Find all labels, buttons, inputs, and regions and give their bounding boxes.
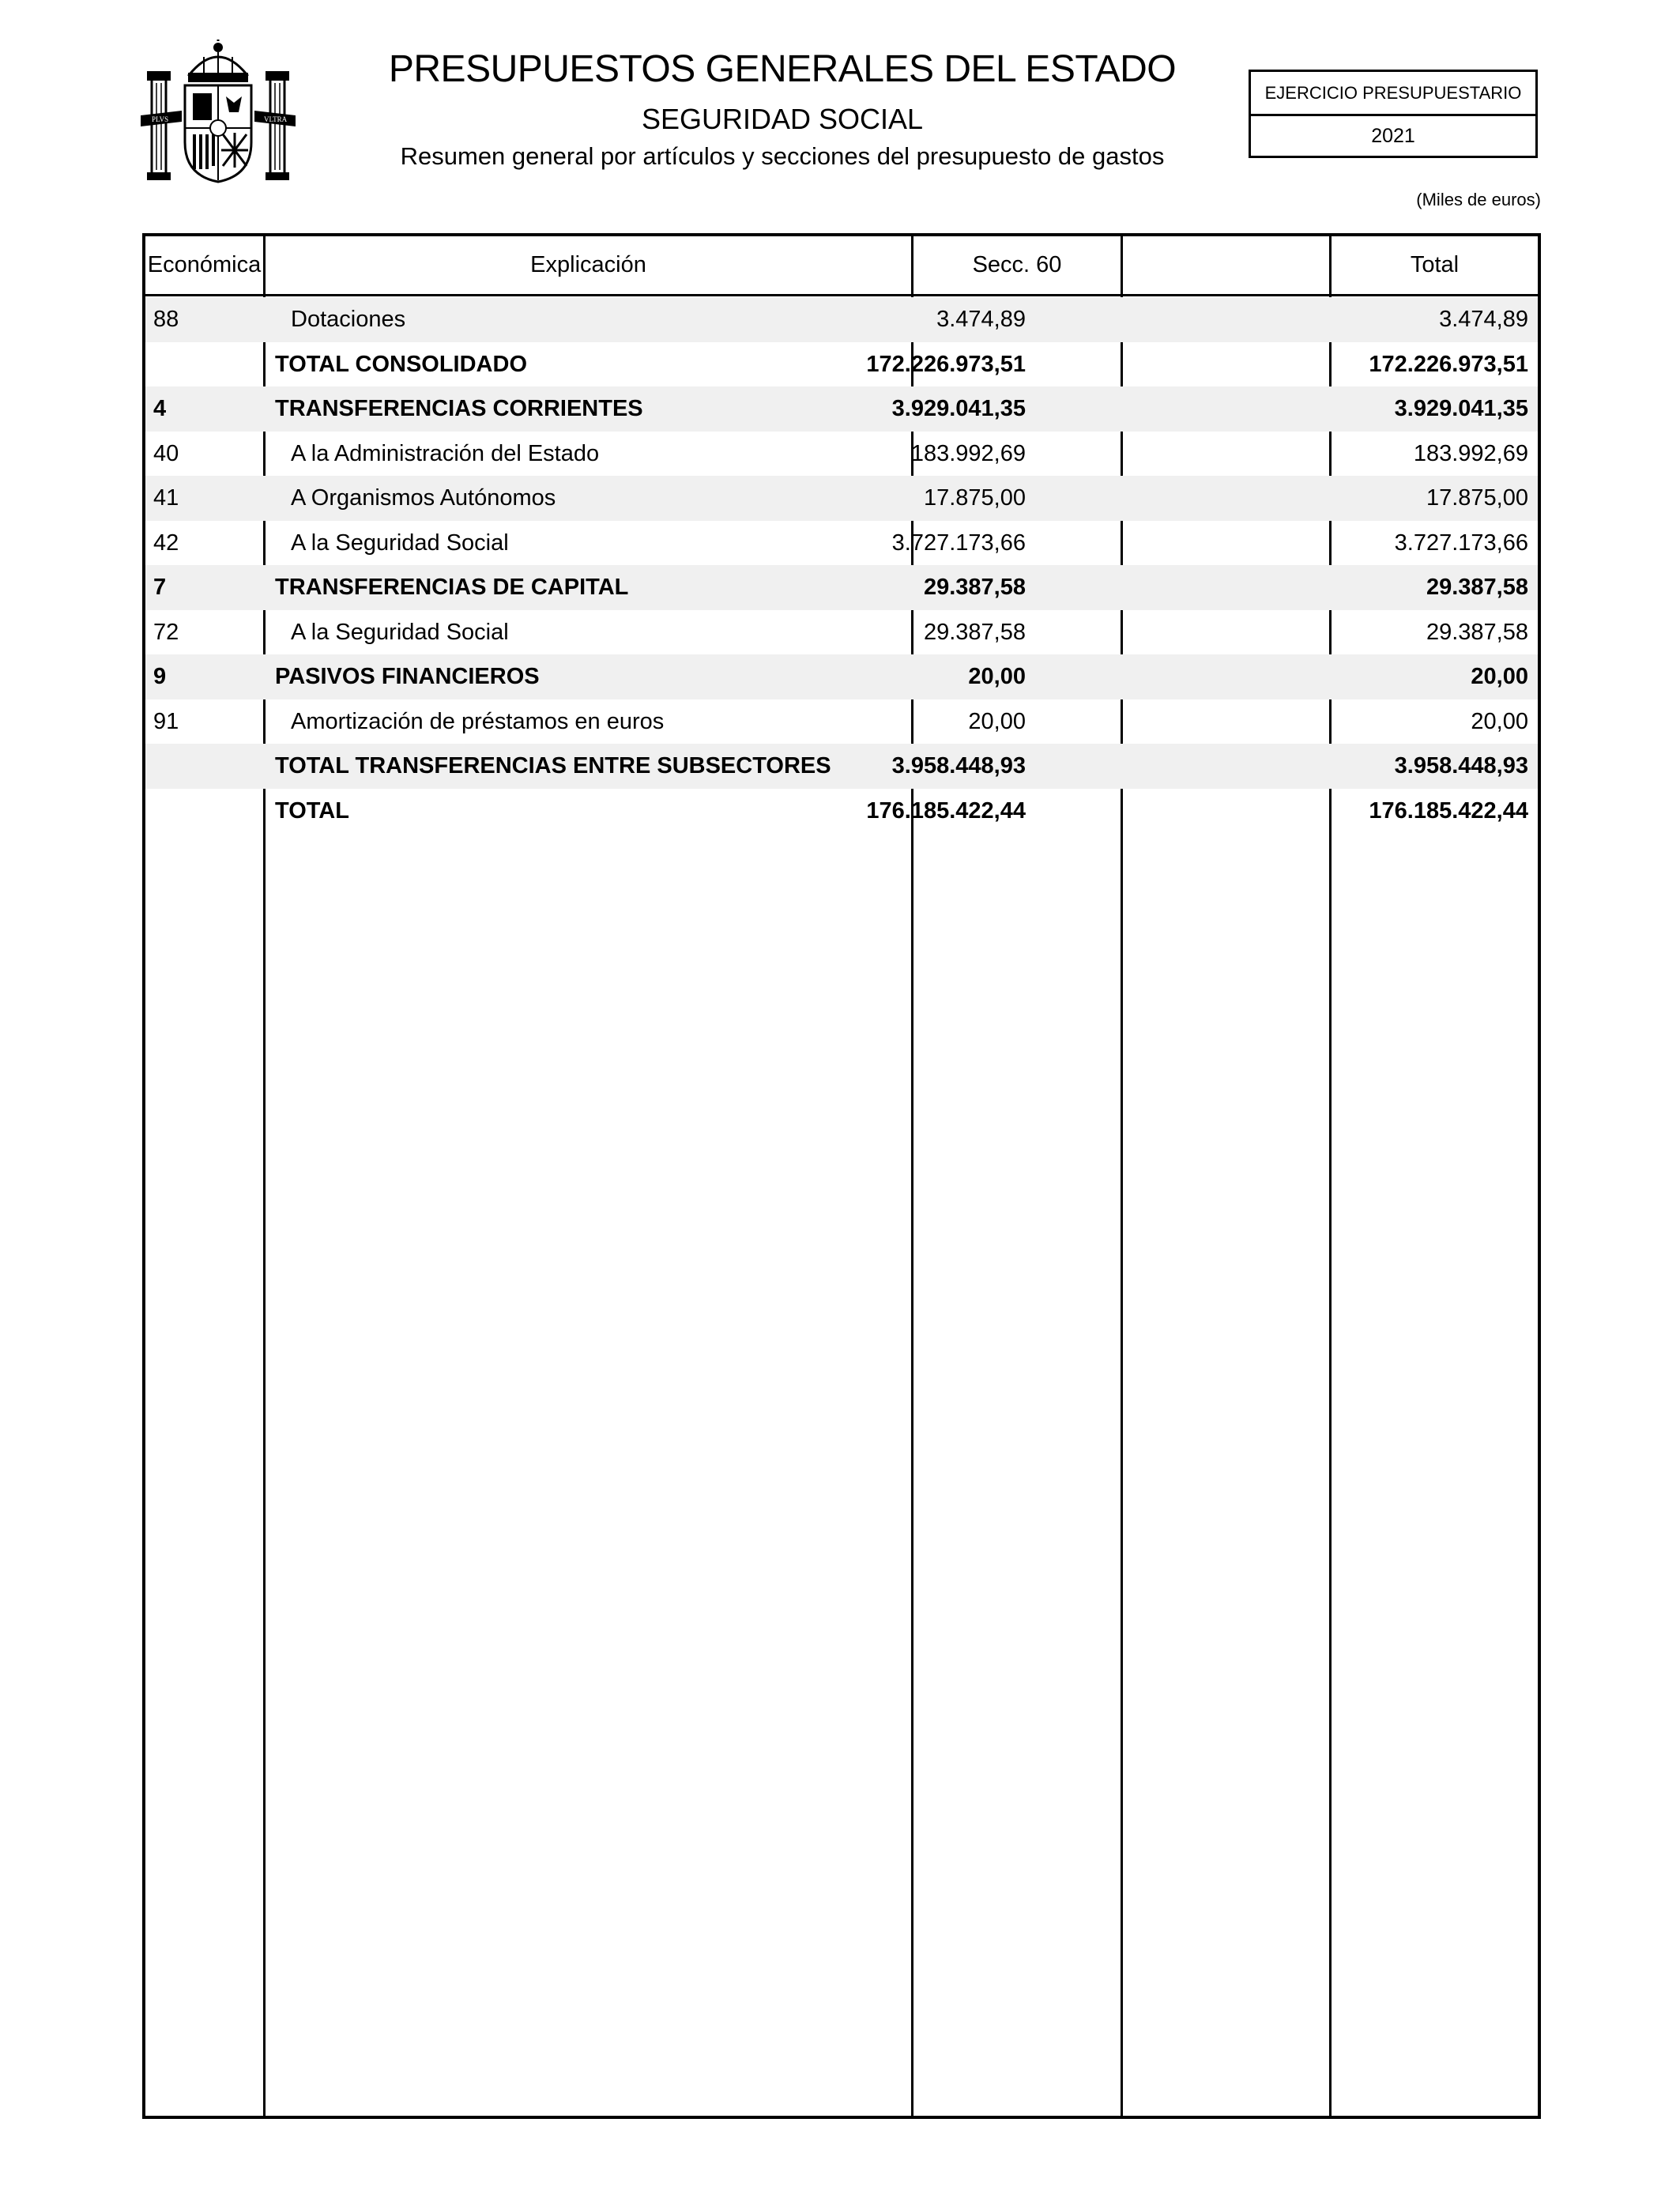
budget-exercise-box [1249,70,1538,158]
row-description: TOTAL CONSOLIDADO [275,351,527,377]
crest-motto-left: PLVS [152,115,169,123]
table-row [145,297,1538,342]
row-total-amount: 29.387,58 [1426,619,1528,645]
row-description: Amortización de préstamos en euros [291,708,665,734]
row-code: 7 [153,575,167,600]
table-row [145,386,1538,432]
row-code: 42 [153,530,179,556]
row-description: A la Administración del Estado [291,440,600,466]
row-section-amount: 172.226.973,51 [866,351,1026,377]
row-total-amount: 29.387,58 [1426,575,1528,600]
row-total-amount: 3.474,89 [1439,307,1528,332]
row-code: 41 [153,485,179,511]
row-code: 88 [153,307,179,332]
budget-exercise-label: EJERCICIO PRESUPUESTARIO [1251,72,1535,116]
row-description: TOTAL TRANSFERENCIAS ENTRE SUBSECTORES [275,753,831,778]
row-total-amount: 176.185.422,44 [1369,797,1528,824]
row-total-amount: 17.875,00 [1426,485,1528,511]
table-row [145,521,1538,566]
column-header-section: Secc. 60 [972,252,1062,277]
row-total-amount: 3.727.173,66 [1394,530,1528,556]
budget-exercise-year: 2021 [1371,125,1415,147]
row-section-amount: 29.387,58 [923,575,1026,600]
row-description: A Organismos Autónomos [291,485,556,511]
row-section-amount: 176.185.422,44 [866,797,1026,824]
row-section-amount: 17.875,00 [923,485,1026,511]
column-header-empty [1123,236,1329,294]
table-row [145,789,1538,834]
table-row [145,342,1538,387]
row-description: PASIVOS FINANCIEROS [275,664,540,689]
row-code: 72 [153,619,179,645]
table-body [145,297,1538,833]
row-total-amount: 183.992,69 [1413,440,1528,466]
row-total-amount: 20,00 [1471,664,1528,689]
row-code: 40 [153,440,179,466]
row-total-amount: 3.958.448,93 [1394,753,1528,778]
row-code: 91 [153,708,179,734]
crest-motto-right: VLTRA [264,115,288,123]
row-description: Dotaciones [291,307,406,332]
row-section-amount: 3.929.041,35 [891,396,1026,421]
row-total-amount: 172.226.973,51 [1369,351,1528,377]
row-description: A la Seguridad Social [291,530,509,556]
row-section-amount: 183.992,69 [910,440,1026,466]
row-section-amount: 20,00 [968,708,1026,734]
table-row [145,610,1538,655]
row-section-amount: 3.958.448,93 [891,753,1026,778]
table-row [145,565,1538,610]
row-section-amount: 3.474,89 [936,307,1026,332]
column-header-description: Explicación [530,252,646,277]
column-header-total: Total [1410,252,1460,277]
units-note: (Miles de euros) [1416,190,1541,209]
column-header-code: Económica [147,252,262,277]
document-description: Resumen general por artículos y secciones del presupuesto de gastos [400,142,1165,170]
coat-of-arms-logo [141,40,296,190]
row-description: TRANSFERENCIAS CORRIENTES [275,396,643,421]
row-total-amount: 3.929.041,35 [1394,396,1528,421]
row-description: TRANSFERENCIAS DE CAPITAL [275,575,629,600]
row-code: 9 [153,664,167,689]
table-row [145,654,1538,699]
row-description: TOTAL [275,797,349,824]
row-code: 4 [153,396,167,421]
row-section-amount: 3.727.173,66 [891,530,1026,556]
row-section-amount: 20,00 [968,664,1026,689]
table-row [145,699,1538,745]
row-description: A la Seguridad Social [291,619,509,645]
document-title: PRESUPUESTOS GENERALES DEL ESTADO [388,48,1177,90]
table-row [145,744,1538,789]
table-row [145,476,1538,521]
row-total-amount: 20,00 [1471,708,1528,734]
document-subtitle: SEGURIDAD SOCIAL [641,103,924,135]
table-row [145,432,1538,477]
row-section-amount: 29.387,58 [923,619,1026,645]
